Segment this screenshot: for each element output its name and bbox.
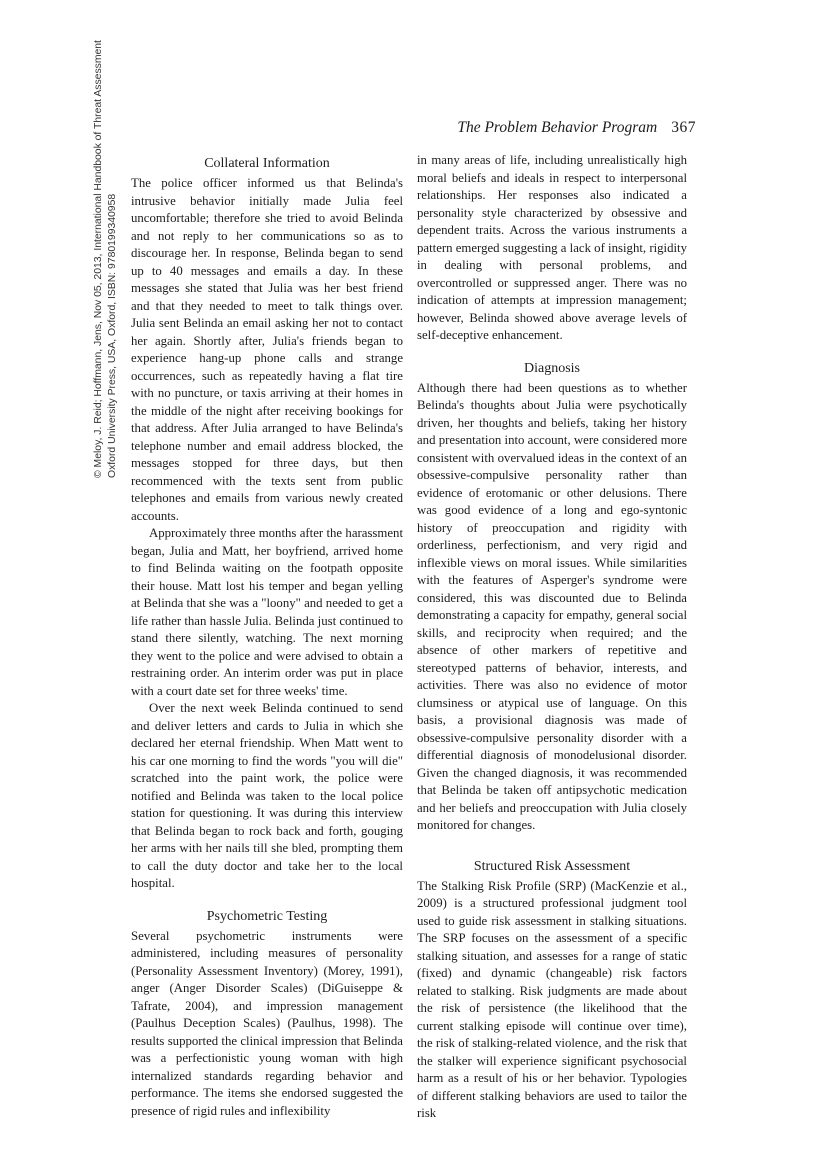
paragraph-collateral-3: Over the next week Belinda continued to send and deliver letters and cards to Julia in which she declared her eternal friendship. When Matt went to his car one morning to find the words "you will die" scratched into the paint work, the police were notified and Belinda was taken to the local police station for questioning. It was during this interview that Belinda began to rock back and forth, gouging her arms with her nails till she bled, prompting them to call the duty doctor and take her to the local hospital. (131, 701, 403, 890)
copyright-sidebar (92, 40, 120, 478)
paragraph-psychometric: Several psychometric instruments were administered, including measures of personality (Personality Assessment Inventory) (Morey, 1991), anger (Anger Disorder Scales) (DiGuiseppe & Tafrate, 2004), and impression management (Paulhus Deception Scales) (Paulhus, 1998). The results supported the clinical impression that Belinda was a perfectionistic young woman with high internalized standards regarding behavior and performance. The items she endorsed suggested the presence of rigid rules and inflexibility (131, 928, 403, 1118)
page-number: 367 (671, 119, 696, 136)
section-spacer (417, 345, 687, 359)
heading-diagnosis: Diagnosis (524, 360, 580, 376)
paragraph-risk: The Stalking Risk Profile (SRP) (MacKenzie et al., 2009) is a structured professional judgment tool used to guide risk assessment in stalking situations. The SRP focuses on the assessment of a specific stalking situation, and assesses for a range of static (fixed) and dynamic (changeable) risk factors related to stalking. Risk judgments are made about the risk of persistence (the likelihood that the current stalking episode will continue over time), the risk of stalking-related violence, and the risk that the stalker will experience significant psychosocial harm as a result of his or her behavior. Typologies of different stalking behaviors are used to tailor the risk (417, 878, 687, 1120)
running-head (420, 119, 696, 137)
heading-structured-risk-assessment: Structured Risk Assessment (473, 858, 631, 874)
paragraph-diagnosis: Although there had been questions as to whether Belinda's thoughts about Julia were psychotically driven, her thoughts and beliefs, taking her history and presentation into account, were considered more consistent with overvalued ideas in the context of an obsessive-compulsive personality rather than evidence of erotomanic or other delusions. There was good evidence of a long and ego-syntonic history of preoccupation and rigidity with orderliness, perfectionism, and very rigid and inflexible views on moral issues. While similarities with the features of Asperger's syndrome were considered, this was discounted due to Belinda demonstrating a capacity for empathy, general social skills, and reciprocity when required; and the absence of other markers of repetitive and stereotyped patterns of behavior, interests, and activities. There was also no evidence of motor clumsiness or atypical use of language. On this basis, a provisional diagnosis was made of obsessive-compulsive personality disorder with a differential diagnosis of monodelusional disorder. Given the changed diagnosis, it was recommended that Belinda be taken off antipsychotic medication and her beliefs and preoccupation with Julia closely monitored for changes. (417, 380, 687, 832)
right-column (417, 152, 687, 1123)
copyright-line-2: Oxford University Press, USA, Oxford, ISBN: 9780199340958 (107, 193, 118, 478)
section-spacer (131, 893, 403, 907)
section-spacer (417, 835, 687, 857)
heading-collateral-information: Collateral Information (204, 156, 330, 171)
copyright-line-1: © Meloy, J. Reid; Hoffmann, Jens, Nov 05, 2013, International Handbook of Threat Assessment (93, 40, 104, 478)
running-title: The Problem Behavior Program (457, 119, 658, 136)
left-column (131, 154, 403, 1120)
paragraph-continued: in many areas of life, including unrealistically high moral beliefs and ideals in respect to interpersonal relationships. Her responses also indicated a personality style characterized by obsessive and dependent traits. Across the various instruments a pattern emerged suggesting a lack of insight, rigidity in dealing with personal problems, and overcontrolled or suppressed anger. There was no indication of attempts at impression management; however, Belinda showed above average levels of self-deceptive enhancement. (417, 153, 687, 342)
heading-psychometric-testing: Psychometric Testing (206, 908, 328, 924)
paragraph-collateral-2: Approximately three months after the harassment began, Julia and Matt, her boyfriend, arrived home to find Belinda waiting on the footpath opposite their house. Matt lost his temper and began yelling at Belinda that she was a "loony" and needed to get a life rather than hassle Julia. Belinda just continued to stand there silently, watching. The next morning they went to the police and were advised to obtain a restraining order. An interim order was put in place with a court date set for three weeks' time. (131, 526, 403, 698)
paragraph-collateral-1: The police officer informed us that Belinda's intrusive behavior initially made Julia feel uncomfortable; therefore she tried to avoid Belinda and not reply to her communications so as to discourage her. In response, Belinda began to send up to 40 messages and emails a day. In these messages she stated that Julia was her best friend and that they needed to meet to talk things over. Julia sent Belinda an email asking her not to contact her again. Shortly after, Julia's friends began to experience hang-up phone calls and strange occurrences, such as repeatedly having a flat tire with no puncture, or taxis arriving at their homes in the middle of the night after receiving bookings for that address. After Julia arranged to have Belinda's telephone number and email address blocked, the messages stopped for three days, but then recommenced with the texts sent from public telephones and emails from various newly created accounts. (131, 176, 403, 523)
